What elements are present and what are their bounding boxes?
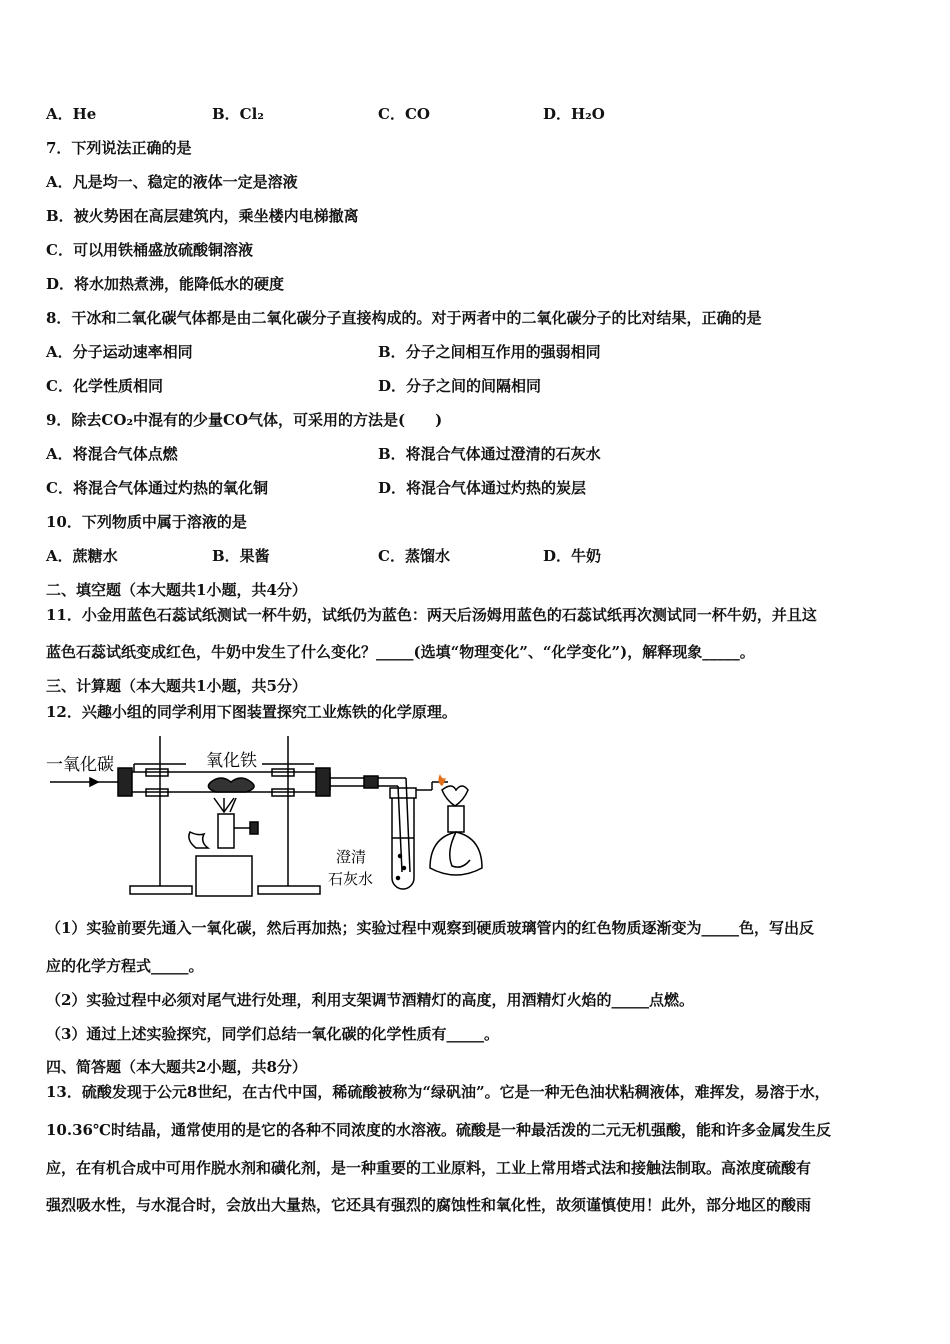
q10-option-a: A．蔗糖水 (46, 547, 118, 565)
q13-line-1: 13．硫酸发现于公元8世纪，在古代中国，稀硫酸被称为“绿矾油”。它是一种无色油状粘稠液体，难挥发，易溶于水， (46, 1083, 830, 1101)
limewater-label-1: 澄清 (336, 848, 367, 866)
q7-stem: 7．下列说法正确的是 (46, 139, 192, 157)
q13-line-2: 10.36℃时结晶，通常使用的是它的各种不同浓度的水溶液。硫酸是一种最活泼的二元无机强酸，能和许多金属发生反 (46, 1121, 831, 1139)
q12-part1-line-2: 应的化学方程式_____。 (46, 957, 204, 975)
q12-part2: （2）实验过程中必须对尾气进行处理，利用支架调节酒精灯的高度，用酒精灯火焰的_____点燃。 (46, 991, 694, 1009)
q12-stem: 12．兴趣小组的同学利用下图装置探究工业炼铁的化学原理。 (46, 703, 457, 721)
section-3-heading: 三、计算题（本大题共1小题，共5分） (46, 677, 307, 695)
q11-line-1: 11．小金用蓝色石蕊试纸测试一杯牛奶，试纸仍为蓝色：两天后汤姆用蓝色的石蕊试纸再次测试同一杯牛奶，并且这 (46, 606, 817, 624)
right-stand-base (258, 886, 320, 894)
q10-stem: 10．下列物质中属于溶液的是 (46, 513, 247, 531)
q6-option-d: D．H₂O (543, 105, 605, 123)
q11-line-2: 蓝色石蕊试纸变成红色，牛奶中发生了什么变化？_____(选填“物理变化”、“化学变化”)，解释现象_____。 (46, 643, 755, 661)
alcohol-lamp (430, 832, 482, 875)
q8-option-c: C．化学性质相同 (46, 377, 163, 395)
q9-option-a: A．将混合气体点燃 (46, 445, 178, 463)
iron-oxide-label: 氧化铁 (206, 751, 257, 771)
iron-oxide-sample (208, 778, 254, 792)
q9-option-d: D．将混合气体通过灼热的炭层 (378, 479, 587, 497)
apparatus-figure (46, 728, 666, 900)
burner-base (196, 856, 252, 896)
q10-option-c: C．蒸馏水 (378, 547, 450, 565)
q8-option-d: D．分子之间的间隔相同 (378, 377, 542, 395)
q9-option-c: C．将混合气体通过灼热的氧化铜 (46, 479, 268, 497)
q7-option-b: B．被火势困在高层建筑内，乘坐楼内电梯撤离 (46, 207, 359, 225)
q10-option-d: D．牛奶 (543, 547, 602, 565)
co-label: 一氧化碳 (46, 755, 114, 775)
q10-option-b: B．果酱 (212, 547, 270, 565)
q8-option-a: A．分子运动速率相同 (46, 343, 193, 361)
q13-line-3: 应，在有机合成中可用作脱水剂和磺化剂，是一种重要的工业原料，工业上常用塔式法和接触法制取。高浓度硫酸有 (46, 1159, 812, 1177)
q9-stem: 9．除去CO₂中混有的少量CO气体，可采用的方法是( ) (46, 411, 443, 429)
section-2-heading: 二、填空题（本大题共1小题，共4分） (46, 581, 307, 599)
q8-option-b: B．分子之间相互作用的强弱相同 (378, 343, 601, 361)
section-4-heading: 四、简答题（本大题共2小题，共8分） (46, 1058, 307, 1076)
q7-option-a: A．凡是均一、稳定的液体一定是溶液 (46, 173, 298, 191)
left-stand-base (130, 886, 192, 894)
q7-option-d: D．将水加热煮沸，能降低水的硬度 (46, 275, 285, 293)
q6-option-b: B．Cl₂ (212, 105, 264, 123)
q6-option-a: A．He (46, 105, 97, 123)
q6-option-c: C．CO (378, 105, 430, 123)
test-tube (392, 798, 414, 889)
q13-line-4: 强烈吸水性，与水混合时，会放出大量热，它还具有强烈的腐蚀性和氧化性，故须谨慎使用！此外，部分地区的酸雨 (46, 1196, 812, 1214)
q8-stem: 8．干冰和二氧化碳气体都是由二氧化碳分子直接构成的。对于两者中的二氧化碳分子的比对结果，正确的是 (46, 309, 762, 327)
q7-option-c: C．可以用铁桶盛放硫酸铜溶液 (46, 241, 253, 259)
limewater-label-2: 石灰水 (328, 870, 374, 888)
q9-option-b: B．将混合气体通过澄清的石灰水 (378, 445, 601, 463)
q12-part1-line-1: （1）实验前要先通入一氧化碳，然后再加热；实验过程中观察到硬质玻璃管内的红色物质逐渐变为_____色，写出反 (46, 919, 814, 937)
q12-part3: （3）通过上述实验探究，同学们总结一氧化碳的化学性质有_____。 (46, 1025, 499, 1043)
